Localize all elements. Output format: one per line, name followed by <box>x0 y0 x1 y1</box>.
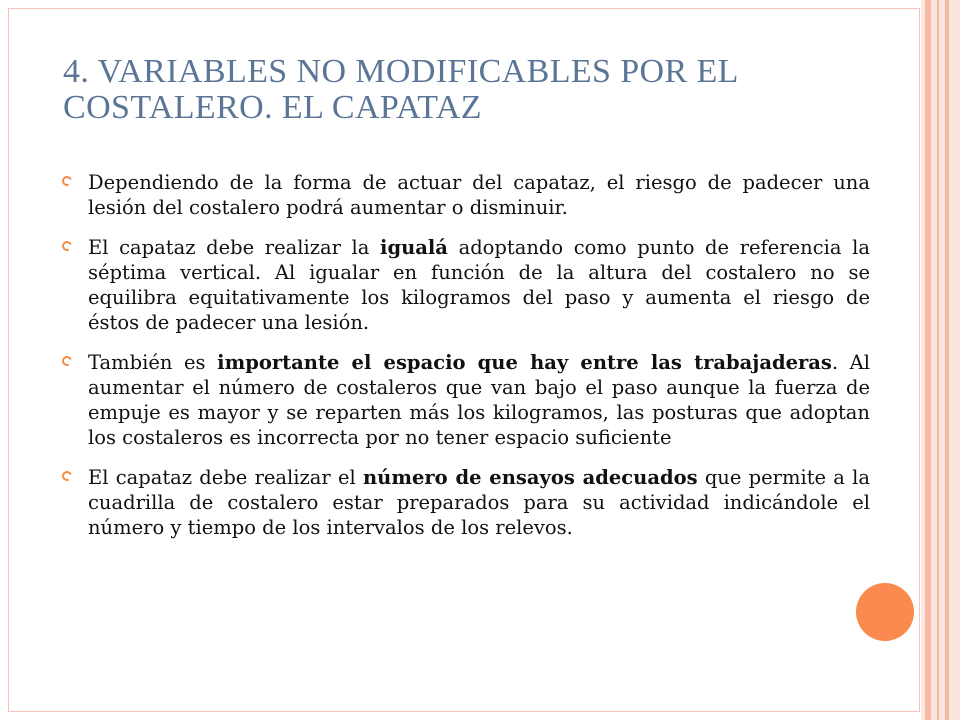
right-decorative-band <box>921 0 960 720</box>
bullet-text: que permite a la cuadrilla de costalero estar preparados para su actividad indicándole el número y tiempo de los intervalos de los relevos. <box>88 466 871 539</box>
decorative-stripe <box>945 0 949 720</box>
bullet-text: El capataz debe realizar el <box>88 466 363 489</box>
decorative-stripe <box>937 0 939 720</box>
bullet-circle-icon <box>60 354 73 367</box>
bullet-item <box>62 235 870 335</box>
bullet-circle-icon <box>60 239 73 252</box>
bullet-text: Dependiendo de la forma de actuar del capataz, el riesgo de padecer una lesión del costalero podrá aumentar o disminuir. <box>88 171 870 219</box>
bullet-text: El capataz debe realizar la <box>88 236 381 259</box>
bullet-circle-icon <box>60 469 73 482</box>
bullet-item <box>62 465 870 540</box>
bullet-text: . Al aumentar el número de costaleros que van bajo el paso aunque la fuerza de empuje es mayor y se reparten más los kilogramos, las posturas que adoptan los costaleros es incorrecta por no tener espacio suficiente <box>88 351 871 449</box>
decorative-stripe <box>925 0 931 720</box>
bullet-text: adoptando como punto de referencia la séptima vertical. Al igualar en función de la altura del costalero no se equilibra equitativamente los kilogramos del paso y aumenta el riesgo de éstos de padecer una lesión. <box>88 236 871 334</box>
slide-title: 4. VARIABLES NO MODIFICABLES POR EL COSTALERO. EL CAPATAZ <box>63 53 738 126</box>
bullet-item <box>62 170 870 220</box>
bullet-item <box>62 350 870 450</box>
emphasis-text: número de ensayos adecuados <box>362 466 698 489</box>
emphasis-text: igualá <box>380 236 448 259</box>
bullet-list <box>62 170 870 555</box>
orange-circle-decoration <box>856 583 914 641</box>
bullet-text: También es <box>88 351 218 374</box>
bullet-circle-icon <box>60 174 73 187</box>
emphasis-text: importante el espacio que hay entre las trabajaderas <box>217 351 832 374</box>
